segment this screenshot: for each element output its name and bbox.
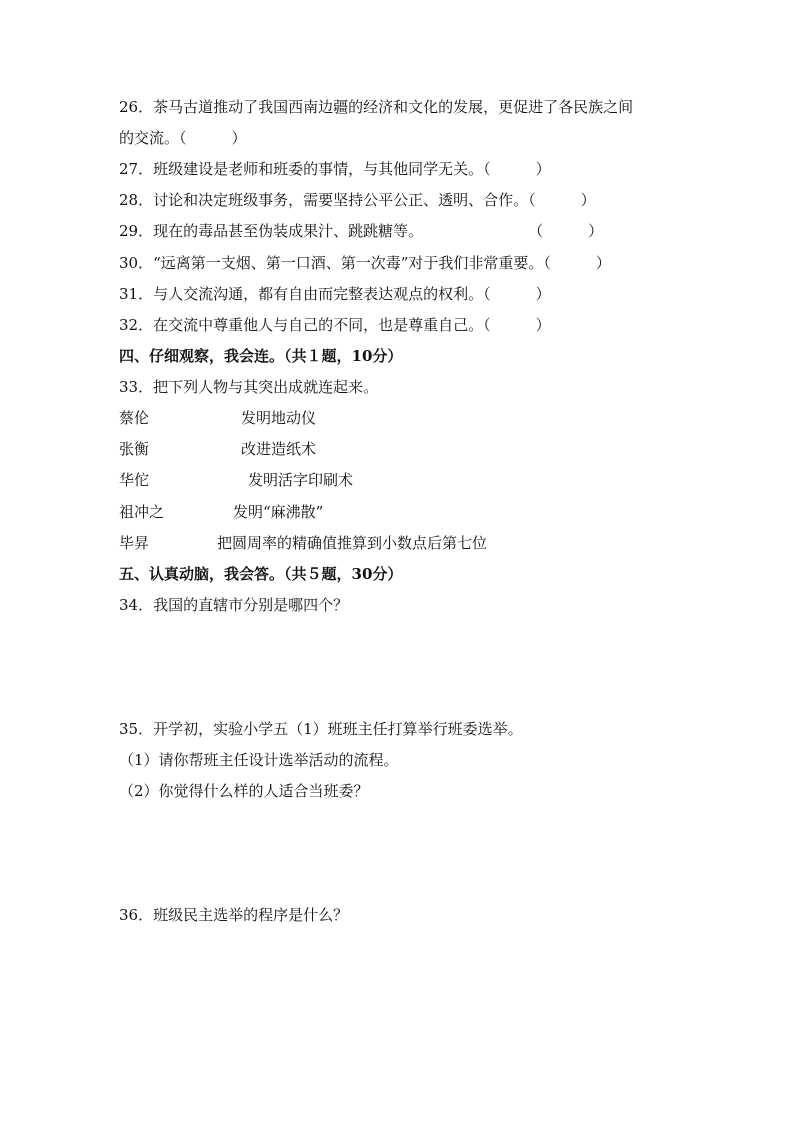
question-34: 34．我国的直辖市分别是哪四个？	[119, 596, 349, 614]
achievement: 发明活字印刷术	[248, 471, 354, 489]
question-27: 27．班级建设是老师和班委的事情，与其他同学无关。（ ）	[119, 160, 551, 178]
person-name: 蔡伦	[119, 409, 150, 427]
person-name: 张衡	[119, 440, 150, 458]
question-33: 33．把下列人物与其突出成就连起来。	[119, 378, 379, 396]
question-30: 30．“远离第一支烟、第一口酒、第一次毒”对于我们非常重要。（ ）	[119, 254, 611, 272]
achievement: 改进造纸术	[241, 440, 317, 458]
person-name: 毕昇	[119, 534, 150, 552]
question-35-part-2: （2）你觉得什么样的人适合当班委？	[119, 782, 369, 800]
question-35-part-1: （1）请你帮班主任设计选举活动的流程。	[119, 751, 399, 769]
section-5-heading: 五、认真动脑，我会答。（共５题，30分）	[119, 565, 403, 583]
question-31: 31．与人交流沟通，都有自由而完整表达观点的权利。（ ）	[119, 285, 551, 303]
question-32: 32．在交流中尊重他人与自己的不同，也是尊重自己。（ ）	[119, 316, 551, 334]
achievement: 发明地动仪	[241, 409, 317, 427]
question-36: 36．班级民主选举的程序是什么？	[119, 906, 349, 924]
question-26-line-2: 的交流。（ ）	[119, 129, 247, 147]
person-name: 华佗	[119, 471, 150, 489]
person-name: 祖冲之	[119, 503, 165, 521]
question-29: 29．现在的毒品甚至伪装成果汁、跳跳糖等。 （ ）	[119, 222, 604, 240]
question-35: 35．开学初，实验小学五（1）班班主任打算举行班委选举。	[119, 720, 523, 738]
achievement: 发明“麻沸散”	[233, 503, 324, 521]
question-26-line-1: 26．茶马古道推动了我国西南边疆的经济和文化的发展，更促进了各民族之间	[119, 98, 634, 116]
section-4-heading: 四、仔细观察，我会连。（共１题，10分）	[119, 347, 403, 365]
question-28: 28．讨论和决定班级事务，需要坚持公平公正、透明、合作。（ ）	[119, 191, 596, 209]
achievement: 把圆周率的精确值推算到小数点后第七位	[217, 534, 488, 552]
